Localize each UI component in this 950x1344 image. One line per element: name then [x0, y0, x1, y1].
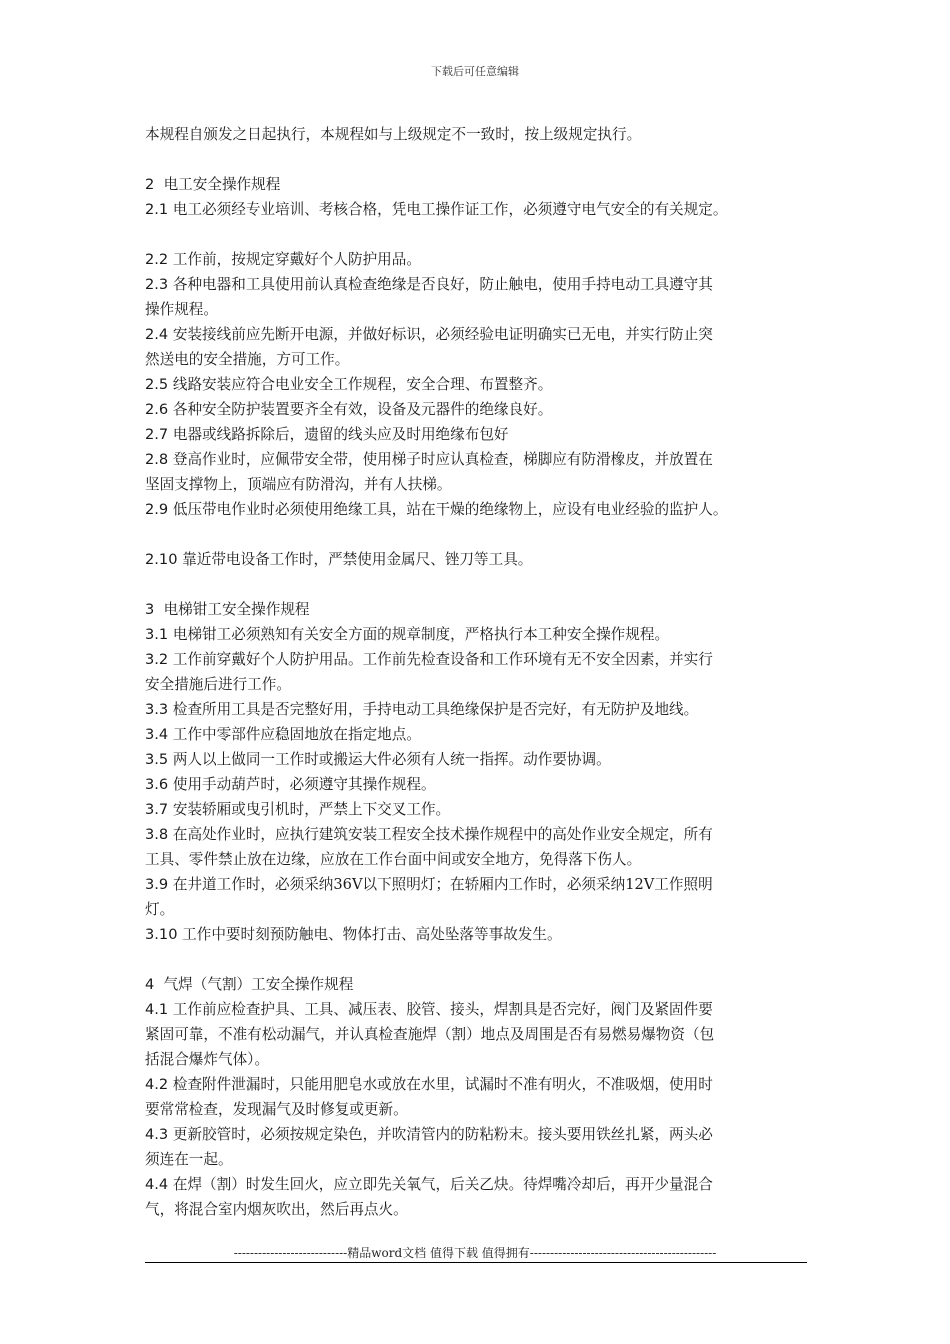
text-line [145, 722, 825, 747]
text-line [145, 1147, 825, 1172]
clause-text: 检查附件泄漏时，只能用肥皂水或放在水里，试漏时不准有明火，不准吸烟，使用时 [168, 1076, 713, 1093]
clause-number: 4.1 [145, 1001, 169, 1018]
clause-text: 要常常检查，发现漏气及时修复或更新。 [145, 1101, 408, 1118]
clause-number: 3.6 [145, 776, 169, 793]
text-line [145, 197, 825, 222]
clause-number: 3.1 [145, 626, 169, 643]
blank-line [145, 572, 825, 597]
text-line [145, 1197, 825, 1222]
clause-text: 工作前穿戴好个人防护用品。工作前先检查设备和工作环境有无不安全因素，并实行 [168, 651, 713, 668]
clause-text: 在井道工作时，必须采纳36V以下照明灯；在轿厢内工作时，必须采纳12V工作照明 [168, 876, 713, 893]
clause-text: 气焊（气割）工安全操作规程 [154, 976, 354, 993]
text-line [145, 497, 825, 522]
text-line [145, 122, 825, 147]
clause-number: 2.4 [145, 326, 169, 343]
clause-text: 各种安全防护装置要齐全有效，设备及元器件的绝缘良好。 [168, 401, 553, 418]
text-line [145, 1097, 825, 1122]
clause-text: 紧固可靠，不准有松动漏气，并认真检查施焊（割）地点及周围是否有易燃易爆物资（包 [145, 1026, 715, 1043]
page-footer: ----------------------------精品word文档 值得下载 值得拥有---------------------------------------------- [233, 1246, 717, 1260]
clause-number: 3.2 [145, 651, 169, 668]
text-line [145, 172, 825, 197]
blank-line [145, 947, 825, 972]
clause-text: 灯。 [145, 901, 175, 918]
text-line [145, 247, 825, 272]
clause-text: 安装接线前应先断开电源，并做好标识，必须经验电证明确实已无电，并实行防止突 [168, 326, 713, 343]
text-line [145, 547, 825, 572]
clause-number: 2.8 [145, 451, 169, 468]
text-line [145, 472, 825, 497]
text-line [145, 347, 825, 372]
clause-text: 安全措施后进行工作。 [145, 676, 291, 693]
text-line [145, 422, 825, 447]
text-line [145, 922, 825, 947]
clause-number: 4 [145, 976, 155, 993]
clause-number: 3.10 [145, 926, 178, 943]
text-line [145, 1172, 825, 1197]
clause-text: 检查所用工具是否完整好用，手持电动工具绝缘保护是否完好，有无防护及地线。 [168, 701, 699, 718]
clause-text: 电器或线路拆除后，遗留的线头应及时用绝缘布包好 [168, 426, 509, 443]
blank-line [145, 222, 825, 247]
clause-text: 然送电的安全措施，方可工作。 [145, 351, 350, 368]
clause-number: 2.7 [145, 426, 169, 443]
clause-text: 各种电器和工具使用前认真检查绝缘是否良好，防止触电，使用手持电动工具遵守其 [168, 276, 713, 293]
document-body [145, 122, 825, 1222]
clause-text: 坚固支撑物上，顶端应有防滑沟，并有人扶梯。 [145, 476, 452, 493]
clause-text: 电工必须经专业培训、考核合格，凭电工操作证工作，必须遵守电气安全的有关规定。 [168, 201, 728, 218]
clause-number: 4.3 [145, 1126, 169, 1143]
clause-text: 工作前，按规定穿戴好个人防护用品。 [168, 251, 421, 268]
clause-text: 在焊（割）时发生回火，应立即先关氧气，后关乙炔。待焊嘴冷却后，再开少量混合 [168, 1176, 713, 1193]
clause-text: 操作规程。 [145, 301, 218, 318]
clause-text: 气，将混合室内烟灰吹出，然后再点火。 [145, 1201, 408, 1218]
clause-number: 2.6 [145, 401, 169, 418]
clause-number: 2.10 [145, 551, 178, 568]
text-line [145, 747, 825, 772]
text-line [145, 772, 825, 797]
clause-text: 两人以上做同一工作时或搬运大件必须有人统一指挥。动作要协调。 [168, 751, 611, 768]
clause-number: 2.1 [145, 201, 169, 218]
clause-number: 3.8 [145, 826, 169, 843]
text-line [145, 597, 825, 622]
text-line [145, 297, 825, 322]
clause-number: 2 [145, 176, 155, 193]
blank-line [145, 522, 825, 547]
footer-rule [145, 1262, 807, 1263]
clause-text: 工作前应检查护具、工具、减压表、胶管、接头，焊割具是否完好，阀门及紧固件要 [168, 1001, 713, 1018]
text-line [145, 272, 825, 297]
text-line [145, 322, 825, 347]
clause-number: 3.7 [145, 801, 169, 818]
clause-text: 更新胶管时，必须按规定染色，并吹清管内的防粘粉末。接头要用铁丝扎紧，两头必 [168, 1126, 713, 1143]
text-line [145, 822, 825, 847]
clause-text: 电梯钳工安全操作规程 [154, 601, 310, 618]
clause-number: 2.9 [145, 501, 169, 518]
clause-number: 3.3 [145, 701, 169, 718]
text-line [145, 697, 825, 722]
clause-number: 2.3 [145, 276, 169, 293]
clause-text: 括混合爆炸气体）。 [145, 1051, 270, 1068]
clause-number: 2.2 [145, 251, 169, 268]
clause-number: 4.2 [145, 1076, 169, 1093]
text-line [145, 397, 825, 422]
clause-text: 安装轿厢或曳引机时，严禁上下交叉工作。 [168, 801, 451, 818]
clause-text: 工作中要时刻预防触电、物体打击、高处坠落等事故发生。 [177, 926, 562, 943]
page-header: 下载后可任意编辑 [431, 65, 519, 78]
clause-text: 在高处作业时，应执行建筑安装工程安全技术操作规程中的高处作业安全规定，所有 [168, 826, 713, 843]
text-line [145, 972, 825, 997]
text-line [145, 997, 825, 1022]
clause-text: 低压带电作业时必须使用绝缘工具，站在干燥的绝缘物上，应设有电业经验的监护人。 [168, 501, 728, 518]
clause-text: 工具、零件禁止放在边缘，应放在工作台面中间或安全地方，免得落下伤人。 [145, 851, 642, 868]
clause-text: 工作中零部件应稳固地放在指定地点。 [168, 726, 421, 743]
clause-number: 2.5 [145, 376, 169, 393]
clause-text: 本规程自颁发之日起执行，本规程如与上级规定不一致时，按上级规定执行。 [145, 126, 642, 143]
text-line [145, 647, 825, 672]
clause-text: 须连在一起。 [145, 1151, 233, 1168]
text-line [145, 872, 825, 897]
clause-number: 3.5 [145, 751, 169, 768]
clause-text: 靠近带电设备工作时，严禁使用金属尺、锉刀等工具。 [177, 551, 533, 568]
text-line [145, 372, 825, 397]
text-line [145, 847, 825, 872]
clause-number: 3 [145, 601, 155, 618]
text-line [145, 447, 825, 472]
text-line [145, 622, 825, 647]
blank-line [145, 147, 825, 172]
text-line [145, 797, 825, 822]
text-line [145, 897, 825, 922]
clause-text: 使用手动葫芦时，必须遵守其操作规程。 [168, 776, 436, 793]
clause-text: 登高作业时，应佩带安全带，使用梯子时应认真检查，梯脚应有防滑橡皮，并放置在 [168, 451, 713, 468]
clause-text: 电工安全操作规程 [154, 176, 281, 193]
clause-number: 4.4 [145, 1176, 169, 1193]
text-line [145, 672, 825, 697]
text-line [145, 1072, 825, 1097]
text-line [145, 1122, 825, 1147]
clause-text: 电梯钳工必须熟知有关安全方面的规章制度，严格执行本工种安全操作规程。 [168, 626, 670, 643]
clause-number: 3.4 [145, 726, 169, 743]
text-line [145, 1022, 825, 1047]
clause-number: 3.9 [145, 876, 169, 893]
text-line [145, 1047, 825, 1072]
clause-text: 线路安装应符合电业安全工作规程，安全合理、布置整齐。 [168, 376, 553, 393]
